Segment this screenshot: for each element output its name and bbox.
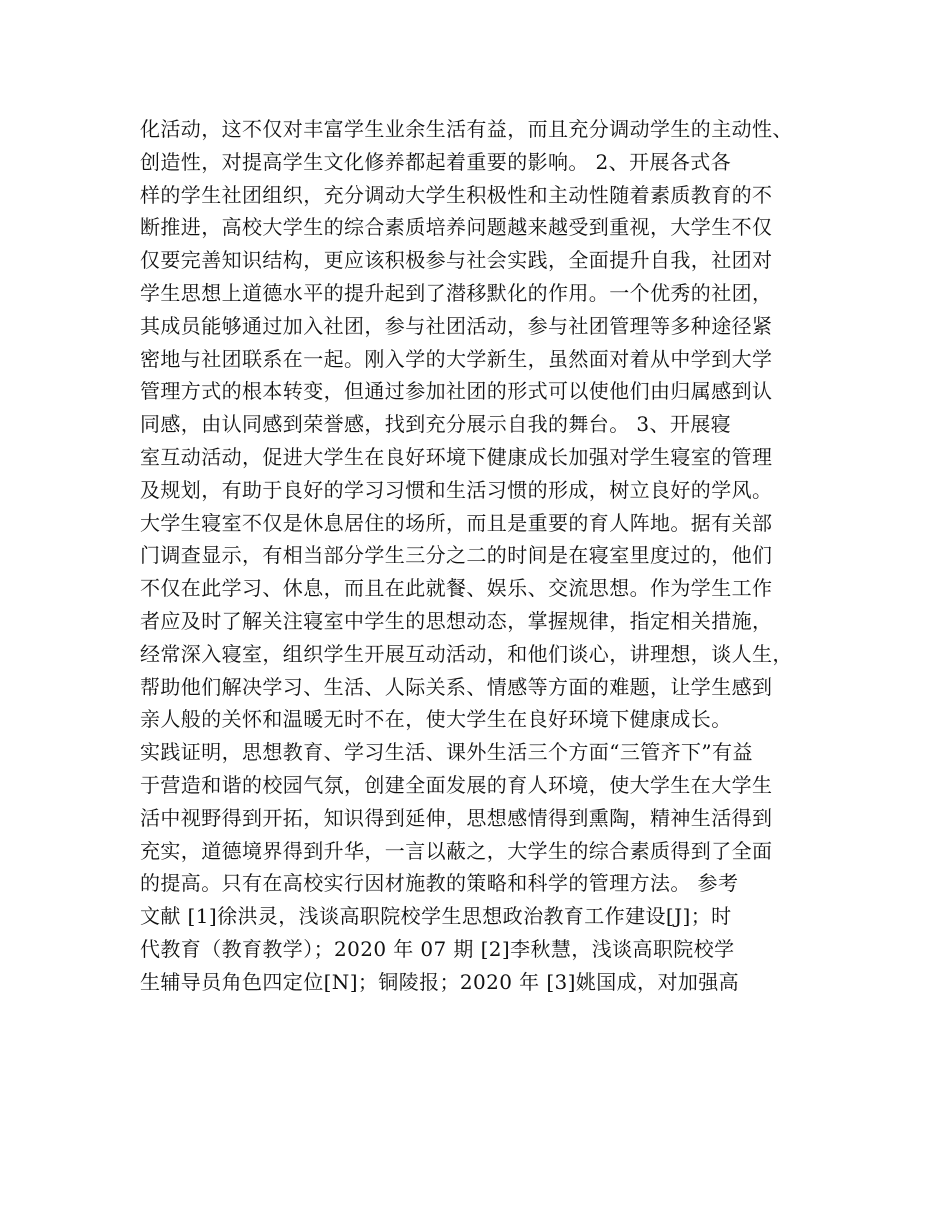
text-line: 创造性，对提高学生文化修养都起着重要的影响。 2、开展各式各: [140, 149, 732, 174]
text-line: 同感，由认同感到荣誉感，找到充分展示自我的舞台。 3、开展寝: [140, 412, 732, 437]
text-line: 亲人般的关怀和温暖无时不在，使大学生在良好环境下健康成长。: [140, 707, 732, 732]
text-line: 的提高。只有在高校实行因材施教的策略和科学的管理方法。 参考: [140, 871, 739, 896]
text-line: 断推进，高校大学生的综合素质培养问题越来越受到重视，大学生不仅: [140, 215, 773, 240]
document-body: [140, 113, 816, 999]
text-line: 代教育（教育教学）；2020 年 07 期 [2]李秋慧，浅谈高职院校学: [140, 936, 735, 961]
text-line: 者应及时了解关注寝室中学生的思想动态，掌握规律，指定相关措施，: [140, 608, 773, 633]
text-line: 大学生寝室不仅是休息居住的场所，而且是重要的育人阵地。据有关部: [140, 510, 773, 535]
text-line: 文献 [1]徐洪灵，浅谈高职院校学生思想政治教育工作建设[J]；时: [140, 904, 732, 929]
text-line: 仅要完善知识结构，更应该积极参与社会实践，全面提升自我，社团对: [140, 248, 773, 273]
text-line: 实践证明，思想教育、学习生活、课外生活三个方面“三管齐下”有益: [140, 740, 753, 765]
text-line: 管理方式的根本转变，但通过参加社团的形式可以使他们由归属感到认: [140, 379, 773, 404]
text-line: 门调查显示，有相当部分学生三分之二的时间是在寝室里度过的，他们: [140, 543, 773, 568]
text-line: 于营造和谐的校园气氛，创建全面发展的育人环境，使大学生在大学生: [140, 772, 773, 797]
text-line: 化活动，这不仅对丰富学生业余生活有益，而且充分调动学生的主动性、: [140, 117, 793, 141]
text-line: 生辅导员角色四定位[N]；铜陵报；2020 年 [3]姚国成，对加强高: [140, 969, 740, 994]
text-line: 学生思想上道德水平的提升起到了潜移默化的作用。一个优秀的社团，: [140, 280, 773, 305]
text-line: 不仅在此学习、休息，而且在此就餐、娱乐、交流思想。作为学生工作: [140, 576, 773, 601]
text-line: 密地与社团联系在一起。刚入学的大学新生，虽然面对着从中学到大学: [140, 346, 773, 371]
text-line: 帮助他们解决学习、生活、人际关系、情感等方面的难题，让学生感到: [140, 674, 773, 699]
text-line: 样的学生社团组织，充分调动大学生积极性和主动性随着素质教育的不: [140, 182, 773, 207]
text-line: 经常深入寝室，组织学生开展互动活动，和他们谈心，讲理想，谈人生，: [140, 641, 793, 666]
text-line: 其成员能够通过加入社团，参与社团活动，参与社团管理等多种途径紧: [140, 313, 773, 338]
text-line: 及规划，有助于良好的学习习惯和生活习惯的形成，树立良好的学风。: [140, 477, 773, 502]
text-line: 充实，道德境界得到升华，一言以蔽之，大学生的综合素质得到了全面: [140, 838, 773, 863]
text-line: 室互动活动，促进大学生在良好环境下健康成长加强对学生寝室的管理: [140, 444, 773, 469]
text-line: 活中视野得到开拓，知识得到延伸，思想感情得到熏陶，精神生活得到: [140, 805, 773, 830]
